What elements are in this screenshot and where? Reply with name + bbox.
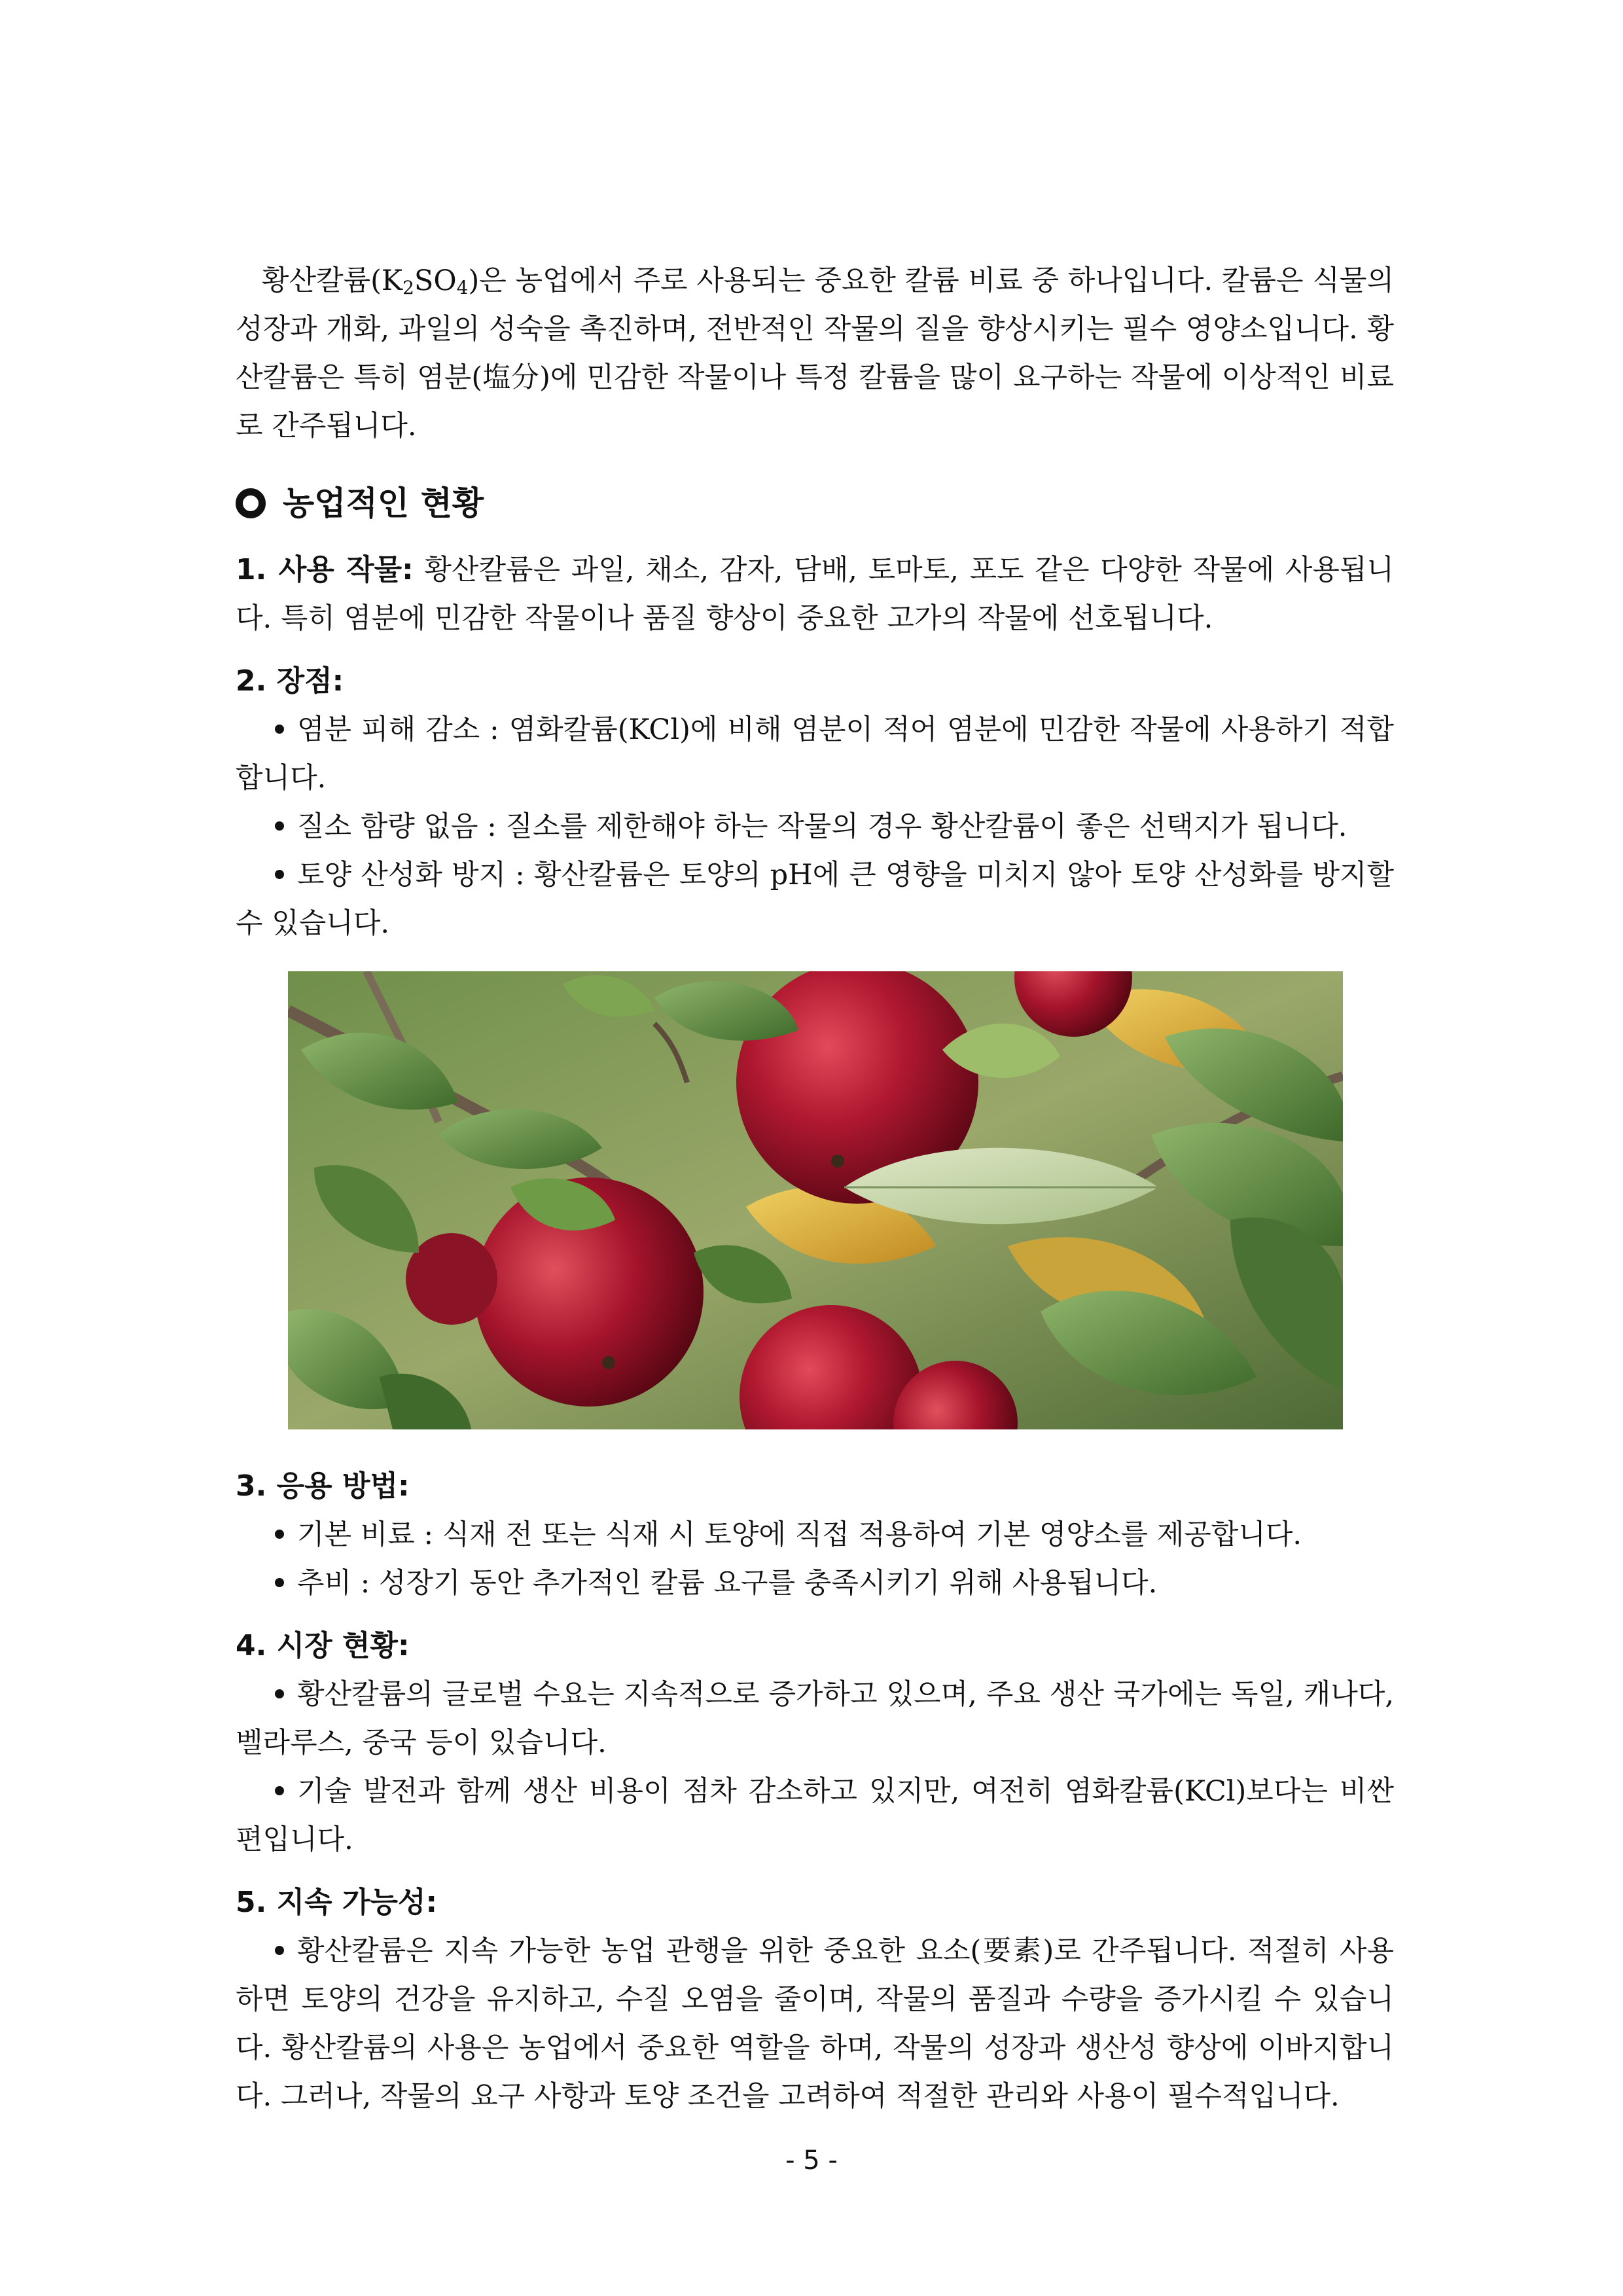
bullet-dot-icon (275, 1578, 284, 1587)
page-number: - 5 - (785, 2145, 838, 2176)
list-item (236, 1511, 1394, 1559)
list-item (236, 1927, 1394, 2121)
bullet-text: 추비 : 성장기 동안 추가적인 칼륨 요구를 충족시키기 위해 사용됩니다. (297, 1567, 1158, 1600)
bullet-dot-icon (275, 1946, 284, 1955)
bullet-text: 기술 발전과 함께 생산 비용이 점차 감소하고 있지만, 여전히 염화칼륨(KCl)보다는 비싼 편입니다. (236, 1775, 1394, 1856)
section-title-text: 농업적인 현황 (283, 484, 484, 522)
subscript-2: 2 (402, 277, 414, 298)
item-crops-text: 황산칼륨은 과일, 채소, 감자, 담배, 토마토, 포도 같은 다양한 작물에 사용됩니다. 특히 염분에 민감한 작물이나 품질 향상이 중요한 고가의 작물에 선호됩니다. (236, 554, 1394, 635)
bullet-dot-icon (275, 1530, 284, 1539)
list-item (236, 1559, 1394, 1607)
intro-paragraph (236, 257, 1394, 450)
subscript-4: 4 (456, 277, 469, 298)
bullet-dot-icon (275, 821, 284, 831)
section-title (236, 480, 1394, 526)
list-item (236, 1767, 1394, 1864)
item-application-heading: 3. 응용 방법: (236, 1469, 410, 1503)
bullet-dot-icon (275, 725, 284, 734)
intro-text-3: )은 농업에서 주로 사용되는 중요한 칼륨 비료 중 하나입니다. 칼륨은 식물의 성장과 개화, 과일의 성숙을 촉진하며, 전반적인 작물의 질을 향상시키는 필수 영양소입니다. 황산칼륨은 특히 염분(塩分)에 민감한 작물이나 특정 칼륨을 많이 요구하는 작물에 이상적인 비료로 간주됩니다. (236, 264, 1394, 442)
item-sustainability-heading: 5. 지속 가능성: (236, 1886, 438, 1919)
apple-illustration (288, 971, 1343, 1429)
item-market-heading: 4. 시장 현황: (236, 1629, 410, 1662)
list-item (236, 802, 1394, 851)
bullet-text: 황산칼륨은 지속 가능한 농업 관행을 위한 중요한 요소(要素)로 간주됩니다. 적절히 사용하면 토양의 건강을 유지하고, 수질 오염을 줄이며, 작물의 품질과 수량을 증가시킬 수 있습니다. 황산칼륨의 사용은 농업에서 중요한 역할을 하며, 작물의 성장과 생산성 향상에 이바지합니다. 그러나, 작물의 요구 사항과 토양 조건을 고려하여 적절한 관리와 사용이 필수적입니다. (236, 1935, 1394, 2113)
bullet-text: 염분 피해 감소 : 염화칼륨(KCl)에 비해 염분이 적어 염분에 민감한 작물에 사용하기 적합합니다. (236, 713, 1394, 795)
list-item (236, 1670, 1394, 1767)
bullet-text: 황산칼륨의 글로벌 수요는 지속적으로 증가하고 있으며, 주요 생산 국가에는 독일, 캐나다, 벨라루스, 중국 등이 있습니다. (236, 1678, 1394, 1759)
circle-bullet-icon (236, 488, 266, 518)
intro-text-1: 황산칼륨(K (262, 264, 403, 297)
page-content (236, 257, 1394, 2121)
bullet-text: 기본 비료 : 식재 전 또는 식재 시 토양에 직접 적용하여 기본 영양소를 제공합니다. (297, 1518, 1302, 1551)
list-item (236, 851, 1394, 948)
bullet-text: 토양 산성화 방지 : 황산칼륨은 토양의 pH에 큰 영향을 미치지 않아 토양 산성화를 방지할 수 있습니다. (236, 859, 1394, 940)
item-crops-heading: 1. 사용 작물: (236, 553, 414, 586)
bullet-dot-icon (275, 1689, 284, 1698)
intro-text-2: SO (414, 264, 457, 297)
bullet-text: 질소 함량 없음 : 질소를 제한해야 하는 작물의 경우 황산칼륨이 좋은 선택지가 됩니다. (297, 810, 1347, 843)
list-item (236, 706, 1394, 802)
item-crops (236, 546, 1394, 643)
bullet-dot-icon (275, 1786, 284, 1795)
item-advantages-heading: 2. 장점: (236, 664, 344, 698)
bullet-dot-icon (275, 870, 284, 879)
apple-tree-photo (288, 971, 1343, 1429)
